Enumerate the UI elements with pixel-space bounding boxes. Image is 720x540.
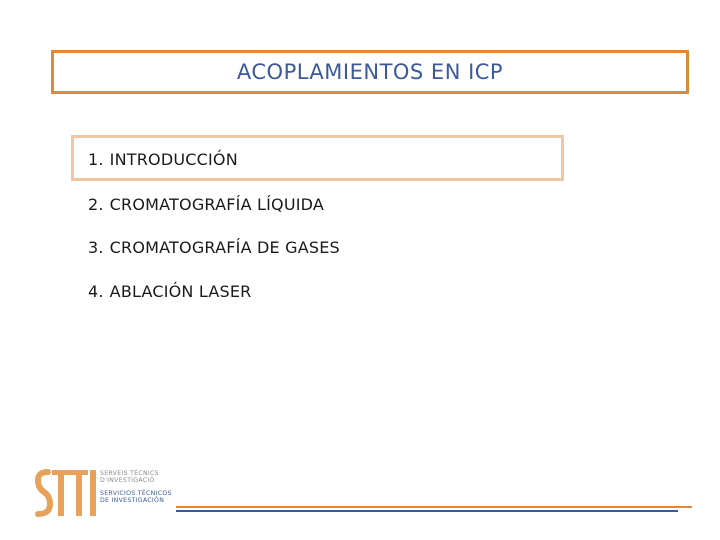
outline-item-cromatografia-liquida [88, 195, 324, 214]
outline-item-label: CROMATOGRAFÍA DE GASES [109, 238, 340, 257]
outline-item-number: 2. [88, 195, 104, 214]
outline-item-label: CROMATOGRAFÍA LÍQUIDA [109, 195, 325, 214]
logo-line-1: SERVEIS TÈCNICS [100, 470, 159, 477]
outline-item-label: INTRODUCCIÓN [109, 150, 238, 169]
logo-line-4: DE INVESTIGACIÓN [100, 497, 165, 505]
outline-item-introduccion [88, 150, 238, 169]
logo-line-2: D'INVESTIGACIÓ [100, 477, 155, 485]
outline-item-number: 4. [88, 282, 104, 301]
footer-rule-blue [176, 510, 678, 512]
stti-logo-mark [32, 466, 98, 520]
slide-title-box [51, 50, 689, 94]
footer-rule-orange [176, 506, 692, 508]
stti-logo-text [100, 470, 172, 505]
outline-item-ablacion-laser [88, 282, 252, 301]
outline-item-number: 1. [88, 150, 104, 169]
stti-logo [32, 466, 172, 522]
logo-line-3: SERVICIOS TÉCNICOS [100, 489, 172, 497]
outline-item-label: ABLACIÓN LASER [109, 282, 252, 301]
outline-item-cromatografia-gases [88, 238, 340, 257]
slide-title: ACOPLAMIENTOS EN ICP [236, 60, 504, 84]
outline-item-number: 3. [88, 238, 104, 257]
